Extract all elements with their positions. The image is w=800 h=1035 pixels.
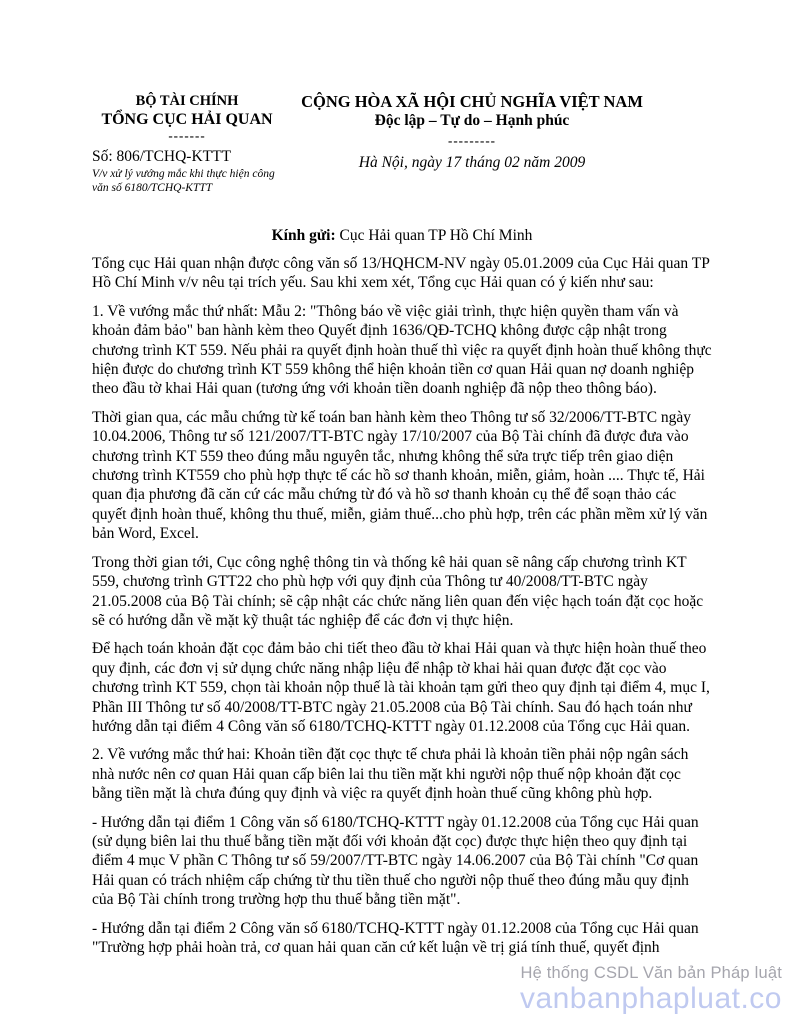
left-divider: ------- — [168, 128, 206, 143]
paragraph-issue-1-guidance: Để hạch toán khoản đặt cọc đảm bảo chi tiết theo đầu tờ khai Hải quan và thực hiện hoàn thuế theo quy định, các đơn vị sử dụng chức năng nhập liệu để nhập tờ khai hải quan được đặt cọc vào chương trình KT 559, chọn tài khoản nộp thuế là tài khoản tạm gửi theo quy định tại điểm 4, mục I, Phần III Thông tư số 40/2008/TT-BTC ngày 21.05.2008 của Bộ Tài chính. Sau đó hạch toán như hướng dẫn tại điểm 4 Công văn số 6180/TCHQ-KTTT ngày 01.12.2008 của Tổng cục Hải quan. — [92, 640, 710, 735]
document-subject-line2: văn số 6180/TCHQ-KTTT — [92, 181, 213, 194]
document-header — [0, 92, 800, 204]
watermark-site-name: vanbanphapluat.co — [519, 982, 782, 1015]
paragraph-issue-2-point2: - Hướng dẫn tại điểm 2 Công văn số 6180/TCHQ-KTTT ngày 01.12.2008 của Tổng cục Hải quan "Trường hợp phải hoàn trả, cơ quan hải quan căn cứ kết luận về trị giá tính thuế, quyết định — [92, 919, 699, 956]
recipient-line — [92, 226, 712, 245]
paragraph-issue-1: 1. Về vướng mắc thứ nhất: Mẫu 2: "Thông báo về việc giải trình, thực hiện quyền tham vấn và khoản đảm bảo" ban hành kèm theo Quyết định 1636/QĐ-TCHQ không được cập nhật trong chương trình KT 559. Nếu phải ra quyết định hoàn thuế thì việc ra quyết định hoàn thuế không thực hiện được do chương trình KT 559 không thể hiện khoản tiền cơ quan Hải quan nợ doanh nghiệp theo đầu tờ khai Hải quan (tương ứng với khoản tiền doanh nghiệp đã nộp theo thông báo). — [92, 302, 712, 398]
paragraph-issue-2-point1: - Hướng dẫn tại điểm 1 Công văn số 6180/TCHQ-KTTT ngày 01.12.2008 của Tổng cục Hải quan (sử dụng biên lai thu thuế bằng tiền mặt đối với khoản đặt cọc) được thực hiện theo quy định tại điểm 4 mục V phần C Thông tư số 59/2007/TT-BTC ngày 14.06.2007 của Bộ Tài chính "Cơ quan Hải quan có trách nhiệm cấp chứng từ thu tiền thuế cho người nộp thuế theo đúng mẫu quy định của Bộ Tài chính trong trường hợp thu thuế bằng tiền mặt". — [92, 813, 699, 909]
national-heading-block — [300, 92, 644, 173]
right-divider: --------- — [448, 133, 496, 148]
document-subject — [92, 168, 322, 195]
document-subject-line1: V/v xử lý vướng mắc khi thực hiện công — [92, 168, 275, 180]
national-motto: Độc lập – Tự do – Hạnh phúc — [374, 112, 570, 129]
watermark — [520, 964, 782, 1015]
paragraph-issue-2: 2. Về vướng mắc thứ hai: Khoản tiền đặt cọc thực tế chưa phải là khoản tiền phải nộp ngân sách nhà nước nên cơ quan Hải quan cấp biên lai thu tiền mặt khi người nộp thuế nộp khoản đặt cọc bằng tiền mặt là chưa đúng quy định và việc ra quyết định hoàn thuế cũng không phù hợp. — [92, 746, 689, 803]
document-number: Số: 806/TCHQ-KTTT — [92, 148, 232, 165]
paragraph-intro: Tổng cục Hải quan nhận được công văn số 13/HQHCM-NV ngày 05.01.2009 của Cục Hải quan TP Hồ Chí Minh v/v nêu tại trích yếu. Sau khi xem xét, Tổng cục Hải quan có ý kiến như sau: — [92, 255, 710, 292]
document-body — [0, 226, 800, 957]
department-name: TỔNG CỤC HẢI QUAN — [101, 111, 273, 128]
country-name: CỘNG HÒA XÃ HỘI CHỦ NGHĨA VIỆT NAM — [301, 92, 643, 111]
ministry-name: BỘ TÀI CHÍNH — [135, 93, 239, 109]
place-date-line: Hà Nội, ngày 17 tháng 02 năm 2009 — [358, 154, 586, 171]
issuing-agency-block — [92, 92, 282, 195]
recipient-value: Cục Hải quan TP Hồ Chí Minh — [339, 227, 533, 244]
recipient-label: Kính gửi: — [271, 227, 336, 244]
paragraph-issue-1-detail: Thời gian qua, các mẫu chứng từ kế toán ban hành kèm theo Thông tư số 32/2006/TT-BTC ngày 10.04.2006, Thông tư số 121/2007/TT-BTC ngày 17/10/2007 của Bộ Tài chính đã được đưa vào chương trình KT 559 theo đúng mẫu nguyên tắc, nhưng không thể sửa trực tiếp trên giao diện chương trình KT559 cho phù hợp thực tế các hồ sơ thanh khoản, miễn, giảm, hoàn .... Thực tế, Hải quan địa phương đã căn cứ các mẫu chứng từ đó và hồ sơ thanh khoản cụ thể để soạn thảo các quyết định hoàn thuế, không thu thuế, miễn, giảm thuế...cho phù hợp, trên các phần mềm xử lý văn bản Word, Excel. — [92, 408, 708, 543]
paragraph-issue-1-plan: Trong thời gian tới, Cục công nghệ thông tin và thống kê hải quan sẽ nâng cấp chương trình KT 559, chương trình GTT22 cho phù hợp với quy định của Thông tư 40/2008/TT-BTC ngày 21.05.2008 của Bộ Tài chính; sẽ cập nhật các chức năng liên quan đến việc hạch toán đặt cọc hoặc sẽ có hướng dẫn về mặt kỹ thuật tác nghiệp để các đơn vị thực hiện. — [92, 553, 704, 629]
watermark-system-label: Hệ thống CSDL Văn bản Pháp luật — [520, 963, 782, 982]
